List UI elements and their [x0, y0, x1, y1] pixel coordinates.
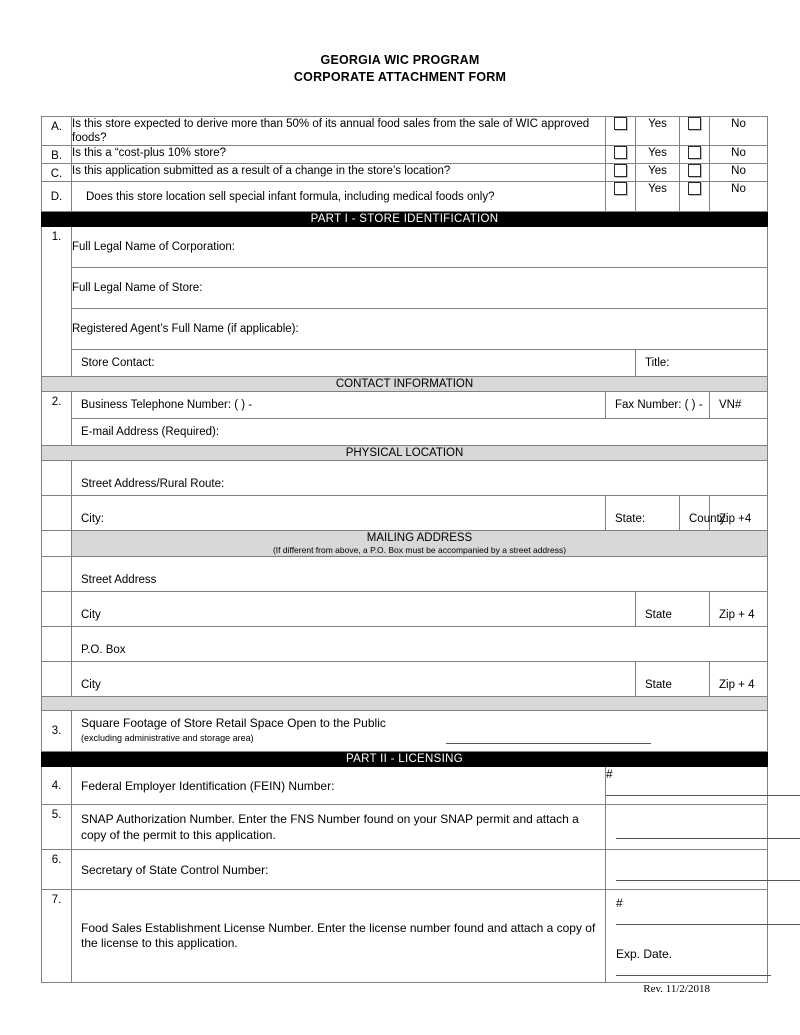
mailing-state-field-2[interactable]: State: [636, 662, 710, 697]
fein-row: [42, 767, 768, 805]
mailing-street-row: [42, 557, 768, 592]
contact-information-banner: CONTACT INFORMATION: [42, 377, 768, 392]
registered-agent-row: [42, 309, 768, 350]
physical-location-banner-row: [42, 446, 768, 461]
question-b-no-checkbox-cell[interactable]: [680, 146, 710, 164]
square-footage-cell[interactable]: [72, 711, 768, 752]
fein-answer-cell[interactable]: [606, 767, 768, 805]
food-sales-license-row: [42, 890, 768, 983]
fax-number-field[interactable]: Fax Number: ( ) -: [606, 392, 710, 419]
email-address-field[interactable]: E-mail Address (Required):: [72, 419, 768, 446]
question-d-yes-checkbox-cell[interactable]: [606, 182, 636, 212]
question-key-a: A.: [42, 117, 72, 146]
physical-street-field[interactable]: Street Address/Rural Route:: [72, 461, 768, 496]
email-row: [42, 419, 768, 446]
physical-city-field[interactable]: City:: [72, 496, 606, 531]
food-sales-hash-prefix: #: [616, 896, 623, 910]
question-b-no-label: No: [710, 146, 768, 164]
mailing-zip-field-2[interactable]: Zip + 4: [710, 662, 768, 697]
snap-answer-cell[interactable]: [606, 805, 768, 850]
question-row-d: [42, 182, 768, 212]
item-number-7: 7.: [42, 890, 72, 983]
item-number-1: 1.: [42, 227, 72, 377]
question-d-no-checkbox-cell[interactable]: [680, 182, 710, 212]
secretary-of-state-answer-line[interactable]: [616, 880, 800, 881]
fein-label: Federal Employer Identification (FEIN) Number:: [72, 767, 606, 805]
exp-date-answer-line[interactable]: [616, 975, 771, 976]
question-text-d: Does this store location sell special infant formula, including medical foods only?: [72, 182, 606, 212]
store-contact-row: [42, 350, 768, 377]
question-a-yes-checkbox-cell[interactable]: [606, 117, 636, 146]
physical-location-banner: PHYSICAL LOCATION: [42, 446, 768, 461]
question-key-c: C.: [42, 164, 72, 182]
title-line-2: CORPORATE ATTACHMENT FORM: [293, 69, 507, 84]
physical-county-field[interactable]: County:: [680, 496, 710, 531]
contact-information-banner-row: [42, 377, 768, 392]
physical-city-state-row: [42, 496, 768, 531]
question-text-a: Is this store expected to derive more than 50% of its annual food sales from the sale of WIC approved foods?: [72, 117, 606, 146]
question-c-no-label: No: [710, 164, 768, 182]
store-contact-field[interactable]: Store Contact:: [72, 350, 636, 377]
mailing-city-row-2: [42, 662, 768, 697]
exp-date-label: Exp. Date.: [616, 947, 673, 961]
square-footage-answer-line[interactable]: [446, 743, 651, 744]
checkbox-icon[interactable]: [614, 182, 627, 195]
physical-state-field[interactable]: State:: [606, 496, 680, 531]
vn-number-field[interactable]: VN#: [710, 392, 768, 419]
item-number-5: 5.: [42, 805, 72, 850]
physical-street-row: [42, 461, 768, 496]
square-footage-note: (excluding administrative and storage area): [81, 733, 254, 743]
question-a-yes-label: Yes: [636, 117, 680, 146]
mailing-city-row: [42, 592, 768, 627]
corporation-name-row: [42, 227, 768, 268]
fein-hash-prefix: #: [606, 767, 613, 781]
checkbox-icon[interactable]: [614, 146, 627, 159]
mailing-zip-field[interactable]: Zip + 4: [710, 592, 768, 627]
question-row-c: [42, 164, 768, 182]
mailing-city-field-2[interactable]: City: [72, 662, 636, 697]
question-d-no-label: No: [710, 182, 768, 212]
food-sales-license-answer-cell[interactable]: [606, 890, 768, 983]
checkbox-icon[interactable]: [614, 117, 627, 130]
question-row-a: [42, 117, 768, 146]
mailing-address-banner-title: MAILING ADDRESS: [366, 532, 473, 544]
gray-spacer-row: [42, 697, 768, 711]
question-c-yes-checkbox-cell[interactable]: [606, 164, 636, 182]
gray-spacer: [42, 697, 768, 711]
fein-answer-line[interactable]: [606, 795, 800, 796]
title-field[interactable]: Title:: [636, 350, 768, 377]
question-a-no-label: No: [710, 117, 768, 146]
registered-agent-field[interactable]: Registered Agent’s Full Name (if applicable):: [72, 309, 768, 350]
question-c-yes-label: Yes: [636, 164, 680, 182]
mailing-address-banner-row: [42, 531, 768, 557]
question-b-yes-label: Yes: [636, 146, 680, 164]
corporate-attachment-form-table: [41, 116, 768, 983]
store-name-row: [42, 268, 768, 309]
part2-banner-row: [42, 752, 768, 767]
secretary-of-state-row: [42, 850, 768, 890]
page-title: [0, 52, 800, 85]
question-a-no-checkbox-cell[interactable]: [680, 117, 710, 146]
mailing-address-banner-note: (If different from above, a P.O. Box must be accompanied by a street address): [272, 545, 567, 555]
snap-answer-line[interactable]: [616, 838, 800, 839]
store-name-field[interactable]: Full Legal Name of Store:: [72, 268, 768, 309]
snap-row: [42, 805, 768, 850]
revision-footer: Rev. 11/2/2018: [643, 983, 710, 995]
physical-zip-field[interactable]: Zip +4: [710, 496, 768, 531]
question-d-yes-label: Yes: [636, 182, 680, 212]
business-phone-field[interactable]: Business Telephone Number: ( ) -: [72, 392, 606, 419]
item-number-4: 4.: [42, 767, 72, 805]
food-sales-license-label: Food Sales Establishment License Number. Enter the license number found and attach a copy of the license to this application.: [72, 890, 606, 983]
question-key-d: D.: [42, 182, 72, 212]
checkbox-icon[interactable]: [688, 146, 701, 159]
secretary-of-state-answer-cell[interactable]: [606, 850, 768, 890]
checkbox-icon[interactable]: [614, 164, 627, 177]
checkbox-icon[interactable]: [688, 164, 701, 177]
snap-label: SNAP Authorization Number. Enter the FNS Number found on your SNAP permit and attach a copy of the permit to this application.: [72, 805, 606, 850]
mailing-street-field[interactable]: Street Address: [72, 557, 768, 592]
question-text-b: Is this a “cost-plus 10% store?: [72, 146, 606, 164]
corporation-name-field[interactable]: Full Legal Name of Corporation:: [72, 227, 768, 268]
question-key-b: B.: [42, 146, 72, 164]
phone-fax-row: [42, 392, 768, 419]
food-sales-license-answer-line[interactable]: [616, 924, 800, 925]
part1-banner: PART I - STORE IDENTIFICATION: [42, 212, 768, 227]
square-footage-label: Square Footage of Store Retail Space Open to the Public: [81, 716, 386, 730]
item-number-6: 6.: [42, 850, 72, 890]
square-footage-row: [42, 711, 768, 752]
part2-banner: PART II - LICENSING: [42, 752, 768, 767]
mailing-pobox-row: [42, 627, 768, 662]
part1-banner-row: [42, 212, 768, 227]
question-b-yes-checkbox-cell[interactable]: [606, 146, 636, 164]
question-text-c: Is this application submitted as a result of a change in the store’s location?: [72, 164, 606, 182]
mailing-city-field[interactable]: City: [72, 592, 636, 627]
item-number-2: 2.: [42, 392, 72, 446]
mailing-pobox-field[interactable]: P.O. Box: [72, 627, 768, 662]
mailing-state-field[interactable]: State: [636, 592, 710, 627]
checkbox-icon[interactable]: [688, 117, 701, 130]
question-row-b: [42, 146, 768, 164]
title-line-1: GEORGIA WIC PROGRAM: [320, 53, 480, 67]
secretary-of-state-label: Secretary of State Control Number:: [72, 850, 606, 890]
item-number-3: 3.: [42, 711, 72, 752]
mailing-address-banner: [72, 531, 768, 557]
checkbox-icon[interactable]: [688, 182, 701, 195]
question-c-no-checkbox-cell[interactable]: [680, 164, 710, 182]
